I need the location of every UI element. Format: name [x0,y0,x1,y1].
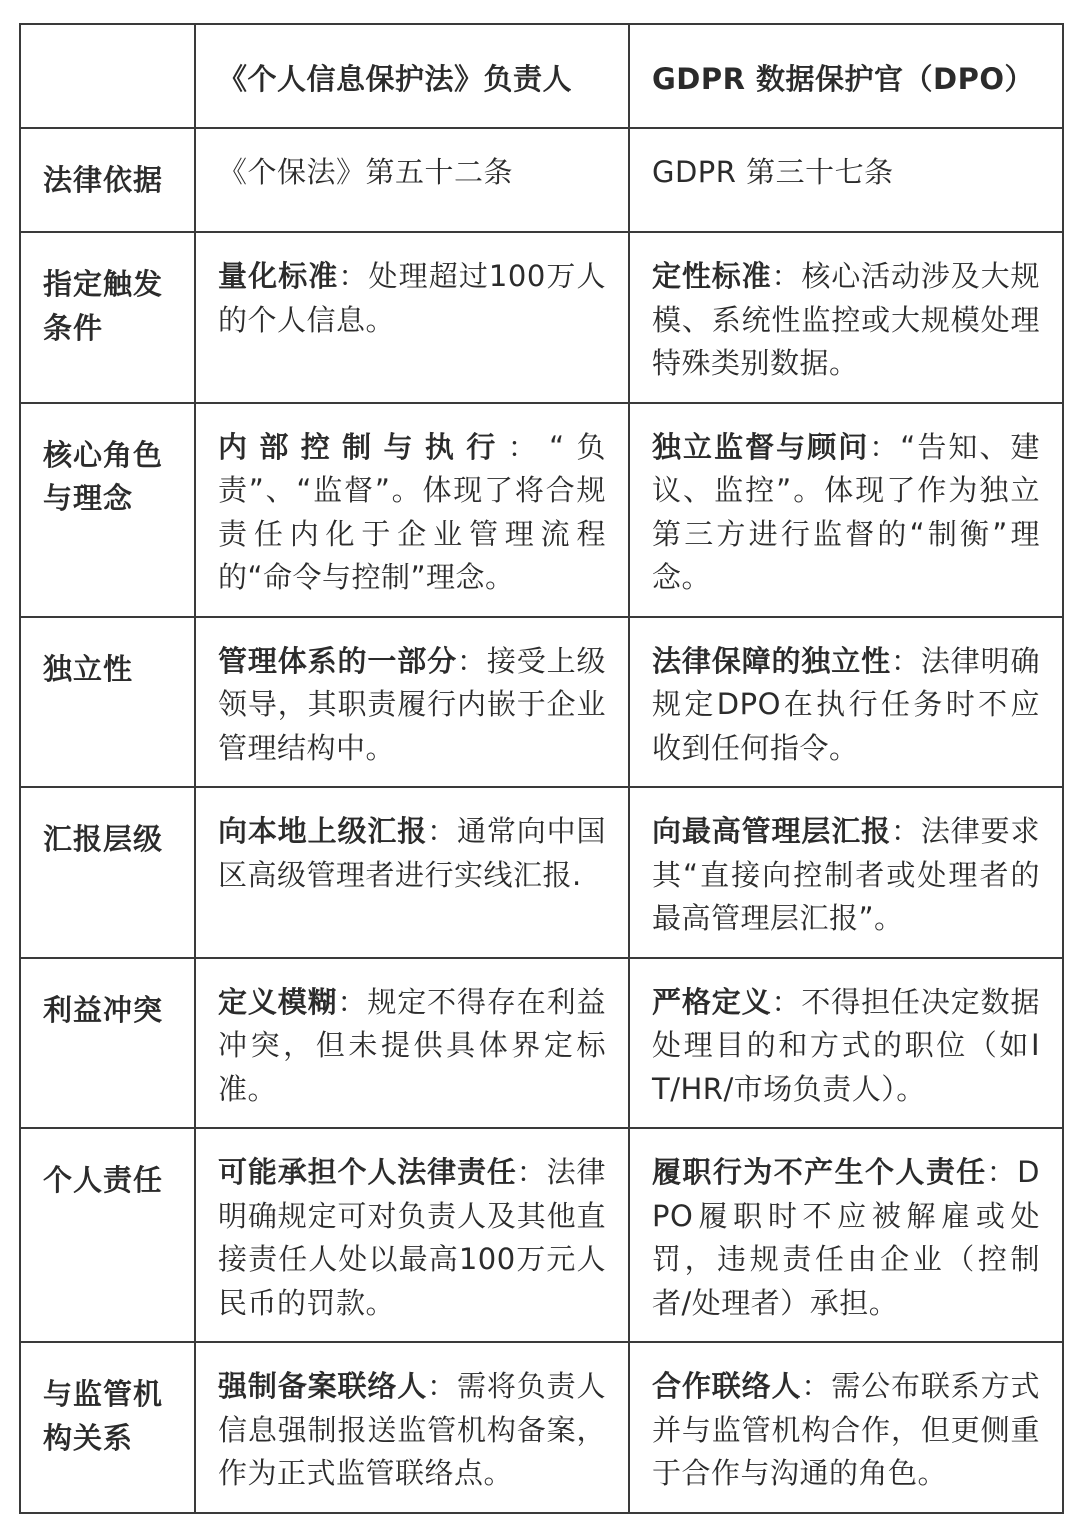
pipl-cell [195,617,629,788]
row-label: 法律依据 [43,163,164,197]
gdpr-term: 严格定义 [652,984,772,1019]
gdpr-text: ：不得担任决定数据处理目的和方式的职位（如IT/HR/市场负责人）。 [652,984,1040,1106]
row-label-cell [20,787,195,958]
gdpr-text: ：核心活动涉及大规模、系统性监控或大规模处理特殊类别数据。 [652,259,1040,380]
pipl-cell [195,232,629,403]
comparison-table-container [19,23,1062,1514]
pipl-text: ：处理超过100万人的个人信息。 [218,259,606,337]
row-label: 利益冲突 [43,992,164,1027]
row-label-cell [20,1128,195,1342]
gdpr-term: 定性标准 [652,259,772,293]
row-label-cell [20,128,195,232]
gdpr-cell [629,232,1063,403]
gdpr-cell [629,617,1063,788]
pipl-text: ：接受上级领导，其职责履行内嵌于企业管理结构中。 [218,643,606,765]
pipl-cell [195,787,629,958]
table-row [20,617,1063,788]
pipl-term: 内部控制与执行 [218,429,508,464]
gdpr-text: GDPR 第三十七条 [652,155,894,189]
pipl-text: ：规定不得存在利益冲突，但未提供具体界定标准。 [218,984,606,1106]
pipl-cell [195,958,629,1129]
header-pipl-label: 《个人信息保护法》负责人 [218,62,573,96]
table-row [20,403,1063,617]
gdpr-cell [629,1128,1063,1342]
comparison-table [19,23,1064,1514]
gdpr-term: 法律保障的独立性 [652,643,891,678]
row-label: 与监管机构关系 [43,1377,164,1455]
pipl-term: 强制备案联络人 [218,1369,428,1403]
header-gdpr-label: GDPR 数据保护官（DPO） [652,62,1035,96]
gdpr-cell [629,787,1063,958]
pipl-term: 管理体系的一部分 [218,643,457,678]
pipl-term: 量化标准 [218,259,339,293]
table-row [20,958,1063,1129]
pipl-text: ：通常向中国区高级管理者进行实线汇报. [218,814,606,892]
pipl-text: ：需将负责人信息强制报送监管机构备案，作为正式监管联络点。 [218,1369,606,1490]
gdpr-text: ：法律要求其“直接向控制者或处理者的最高管理层汇报”。 [652,814,1040,935]
gdpr-term: 向最高管理层汇报 [652,814,891,848]
pipl-cell [195,128,629,232]
row-label-cell [20,617,195,788]
row-label: 汇报层级 [43,822,164,856]
table-row [20,1128,1063,1342]
header-gdpr [629,24,1063,128]
header-pipl [195,24,629,128]
gdpr-text: ：需公布联系方式并与监管机构合作，但更侧重于合作与沟通的角色。 [652,1369,1040,1490]
gdpr-term: 独立监督与顾问 [652,429,870,464]
gdpr-term: 合作联络人 [652,1369,802,1403]
gdpr-term: 履职行为不产生个人责任 [652,1155,987,1189]
pipl-text: ：法律明确规定可对负责人及其他直接责任人处以最高100万元人民币的罚款。 [218,1155,606,1320]
table-row [20,232,1063,403]
gdpr-cell [629,128,1063,232]
gdpr-cell [629,403,1063,617]
pipl-cell [195,403,629,617]
pipl-text: ：“负责”、“监督”。体现了将合规责任内化于企业管理流程的“命令与控制”理念。 [218,429,606,594]
row-label-cell [20,1342,195,1513]
pipl-text: 《个保法》第五十二条 [218,155,514,189]
pipl-term: 可能承担个人法律责任 [218,1155,517,1189]
row-label: 独立性 [43,651,134,686]
gdpr-cell [629,958,1063,1129]
pipl-term: 向本地上级汇报 [218,814,428,848]
table-header-row [20,24,1063,128]
table-row [20,1342,1063,1513]
row-label-cell [20,403,195,617]
row-label-cell [20,958,195,1129]
row-label: 个人责任 [43,1163,164,1197]
row-label: 核心角色与理念 [43,437,164,515]
gdpr-text: ：“告知、建议、监控”。体现了作为独立第三方进行监督的“制衡”理念。 [652,429,1040,594]
gdpr-text: ：DPO履职时不应被解雇或处罚，违规责任由企业（控制者/处理者）承担。 [652,1155,1040,1320]
gdpr-text: ：法律明确规定DPO在执行任务时不应收到任何指令。 [652,643,1040,765]
row-label: 指定触发条件 [43,267,164,345]
table-row [20,128,1063,232]
pipl-cell [195,1128,629,1342]
pipl-term: 定义模糊 [218,984,338,1019]
header-empty-cell [20,24,195,128]
row-label-cell [20,232,195,403]
pipl-cell [195,1342,629,1513]
table-row [20,787,1063,958]
gdpr-cell [629,1342,1063,1513]
